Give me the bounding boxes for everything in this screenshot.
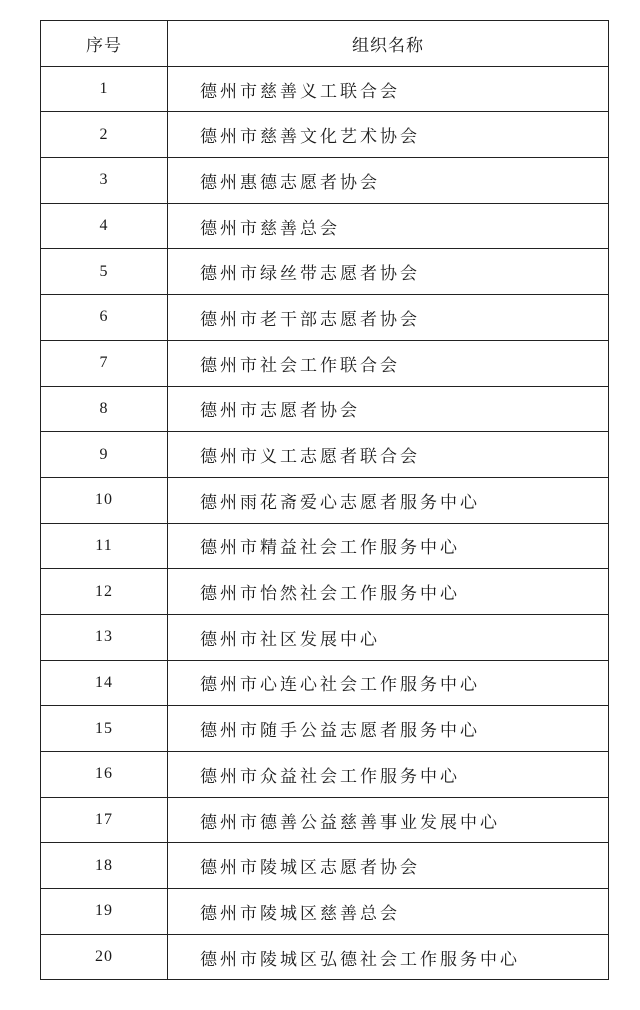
organization-name-cell: 德州市众益社会工作服务中心	[168, 752, 609, 798]
table-row	[41, 523, 609, 569]
table-row	[41, 752, 609, 798]
serial-number-cell: 18	[41, 843, 168, 889]
organization-list-document	[40, 20, 608, 980]
serial-number-cell: 14	[41, 660, 168, 706]
organization-name-cell: 德州市义工志愿者联合会	[168, 432, 609, 478]
organization-name-cell: 德州市心连心社会工作服务中心	[168, 660, 609, 706]
serial-number-cell: 8	[41, 386, 168, 432]
table-row	[41, 569, 609, 615]
organization-table	[40, 20, 609, 980]
table-row	[41, 889, 609, 935]
organization-name-cell: 德州市慈善文化艺术协会	[168, 112, 609, 158]
table-row	[41, 340, 609, 386]
organization-name-cell: 德州市陵城区慈善总会	[168, 889, 609, 935]
organization-name-cell: 德州市老干部志愿者协会	[168, 295, 609, 341]
organization-name-cell: 德州市绿丝带志愿者协会	[168, 249, 609, 295]
table-row	[41, 477, 609, 523]
serial-number-cell: 2	[41, 112, 168, 158]
serial-number-cell: 1	[41, 66, 168, 112]
table-row	[41, 386, 609, 432]
serial-number-cell: 15	[41, 706, 168, 752]
table-row	[41, 112, 609, 158]
serial-number-cell: 11	[41, 523, 168, 569]
header-serial-number: 序号	[41, 21, 168, 67]
organization-name-cell: 德州雨花斋爱心志愿者服务中心	[168, 477, 609, 523]
table-row	[41, 934, 609, 980]
serial-number-cell: 12	[41, 569, 168, 615]
table-row	[41, 614, 609, 660]
table-row	[41, 249, 609, 295]
organization-name-cell: 德州市精益社会工作服务中心	[168, 523, 609, 569]
table-row	[41, 797, 609, 843]
serial-number-cell: 10	[41, 477, 168, 523]
table-row	[41, 295, 609, 341]
table-body	[41, 66, 609, 980]
serial-number-cell: 13	[41, 614, 168, 660]
table-row	[41, 158, 609, 204]
organization-name-cell: 德州市陵城区弘德社会工作服务中心	[168, 934, 609, 980]
organization-name-cell: 德州市德善公益慈善事业发展中心	[168, 797, 609, 843]
organization-name-cell: 德州市随手公益志愿者服务中心	[168, 706, 609, 752]
serial-number-cell: 7	[41, 340, 168, 386]
table-row	[41, 432, 609, 478]
serial-number-cell: 9	[41, 432, 168, 478]
organization-name-cell: 德州市陵城区志愿者协会	[168, 843, 609, 889]
serial-number-cell: 6	[41, 295, 168, 341]
organization-name-cell: 德州市怡然社会工作服务中心	[168, 569, 609, 615]
organization-name-cell: 德州惠德志愿者协会	[168, 158, 609, 204]
table-row	[41, 66, 609, 112]
serial-number-cell: 17	[41, 797, 168, 843]
serial-number-cell: 19	[41, 889, 168, 935]
header-organization-name: 组织名称	[168, 21, 609, 67]
serial-number-cell: 4	[41, 203, 168, 249]
organization-name-cell: 德州市慈善总会	[168, 203, 609, 249]
organization-name-cell: 德州市社区发展中心	[168, 614, 609, 660]
serial-number-cell: 16	[41, 752, 168, 798]
organization-name-cell: 德州市志愿者协会	[168, 386, 609, 432]
serial-number-cell: 3	[41, 158, 168, 204]
organization-name-cell: 德州市慈善义工联合会	[168, 66, 609, 112]
serial-number-cell: 5	[41, 249, 168, 295]
organization-name-cell: 德州市社会工作联合会	[168, 340, 609, 386]
table-row	[41, 706, 609, 752]
serial-number-cell: 20	[41, 934, 168, 980]
table-header-row	[41, 21, 609, 67]
table-row	[41, 203, 609, 249]
table-row	[41, 843, 609, 889]
table-row	[41, 660, 609, 706]
